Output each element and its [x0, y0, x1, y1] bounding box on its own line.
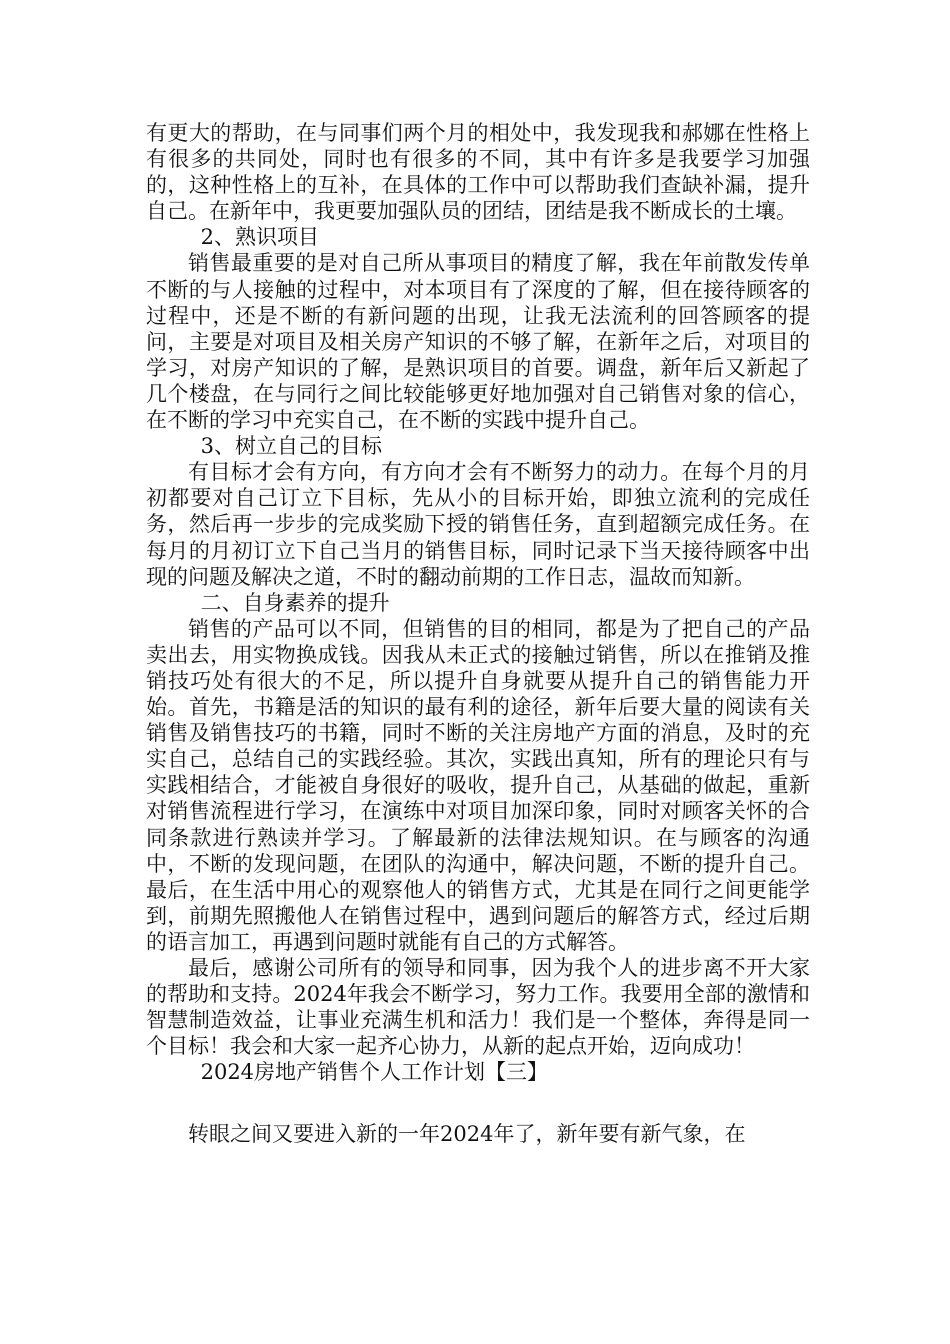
blank-line — [146, 1085, 810, 1121]
paragraph-know-project: 销售最重要的是对自己所从事项目的精度了解，我在年前散发传单不断的与人接触的过程中，对本项目有了深度的了解，但在接待顾客的过程中，还是不断的有新问题的出现，让我无法流利的回答顾客的提问，主要是对项目及相关房产知识的不够了解，在新年之后，对项目的学习，对房产知识的了解，是熟识项目的首要。调盘，新年后又新起了几个楼盘，在与同行之间比较能够更好地加强对自己销售对象的信心，在不断的学习中充实自己，在不断的实践中提升自己。 — [146, 251, 810, 433]
heading-self-improvement: 二、自身素养的提升 — [200, 590, 390, 615]
heading-set-goals: 3、树立自己的目标 — [200, 434, 382, 459]
document-page — [146, 120, 810, 1148]
paragraph-closing-thanks: 最后，感谢公司所有的领导和同事，因为我个人的进步离不开大家的帮助和支持。2024年我会不断学习，努力工作。我要用全部的激情和智慧制造效益，让事业充满生机和活力！我们是一个整体，奔得是同一个目标！我会和大家一起齐心协力，从新的起点开始，迈向成功！ — [146, 956, 810, 1059]
paragraph-set-goals: 有目标才会有方向，有方向才会有不断努力的动力。在每个月的月初都要对自己订立下目标，先从小的目标开始，即独立流利的完成任务，然后再一步步的完成奖励下授的销售任务，直到超额完成任务。在每月的月初订立下自己当月的销售目标，同时记录下当天接待顾客中出现的问题及解决之道，不时的翻动前期的工作日志，温故而知新。 — [146, 460, 810, 589]
heading-plan-three: 2024房地产销售个人工作计划【三】 — [200, 1060, 549, 1085]
paragraph-self-improvement: 销售的产品可以不同，但销售的目的相同，都是为了把自己的产品卖出去，用实物换成钱。因我从未正式的接触过销售，所以在推销及推销技巧处有很大的不足，所以提升自身就要从提升自己的销售能力开始。首先，书籍是活的知识的最有利的途径，新年后要大量的阅读有关销售及销售技巧的书籍，同时不断的关注房地产方面的消息，及时的充实自己，总结自己的实践经验。其次，实践出真知，所有的理论只有与实践相结合，才能被自身很好的吸收，提升自己，从基础的做起，重新对销售流程进行学习，在演练中对项目加深印象，同时对顾客关怀的合同条款进行熟读并学习。了解最新的法律法规知识。在与顾客的沟通中，不断的发现问题，在团队的沟通中，解决问题，不断的提升自己。最后，在生活中用心的观察他人的销售方式，尤其是在同行之间更能学到，前期先照搬他人在销售过程中，遇到问题后的解答方式，经过后期的语言加工，再遇到问题时就能有自己的方式解答。 — [146, 616, 810, 954]
paragraph-teamwork-continued: 有更大的帮助，在与同事们两个月的相处中，我发现我和郝娜在性格上有很多的共同处，同时也有很多的不同，其中有许多是我要学习加强的，这种性格上的互补，在具体的工作中可以帮助我们查缺补漏，提升自己。在新年中，我更要加强队员的团结，团结是我不断成长的土壤。 — [146, 121, 810, 224]
paragraph-new-year-intro: 转眼之间又要进入新的一年2024年了，新年要有新气象，在 — [188, 1122, 746, 1147]
heading-know-project: 2、熟识项目 — [200, 225, 319, 250]
